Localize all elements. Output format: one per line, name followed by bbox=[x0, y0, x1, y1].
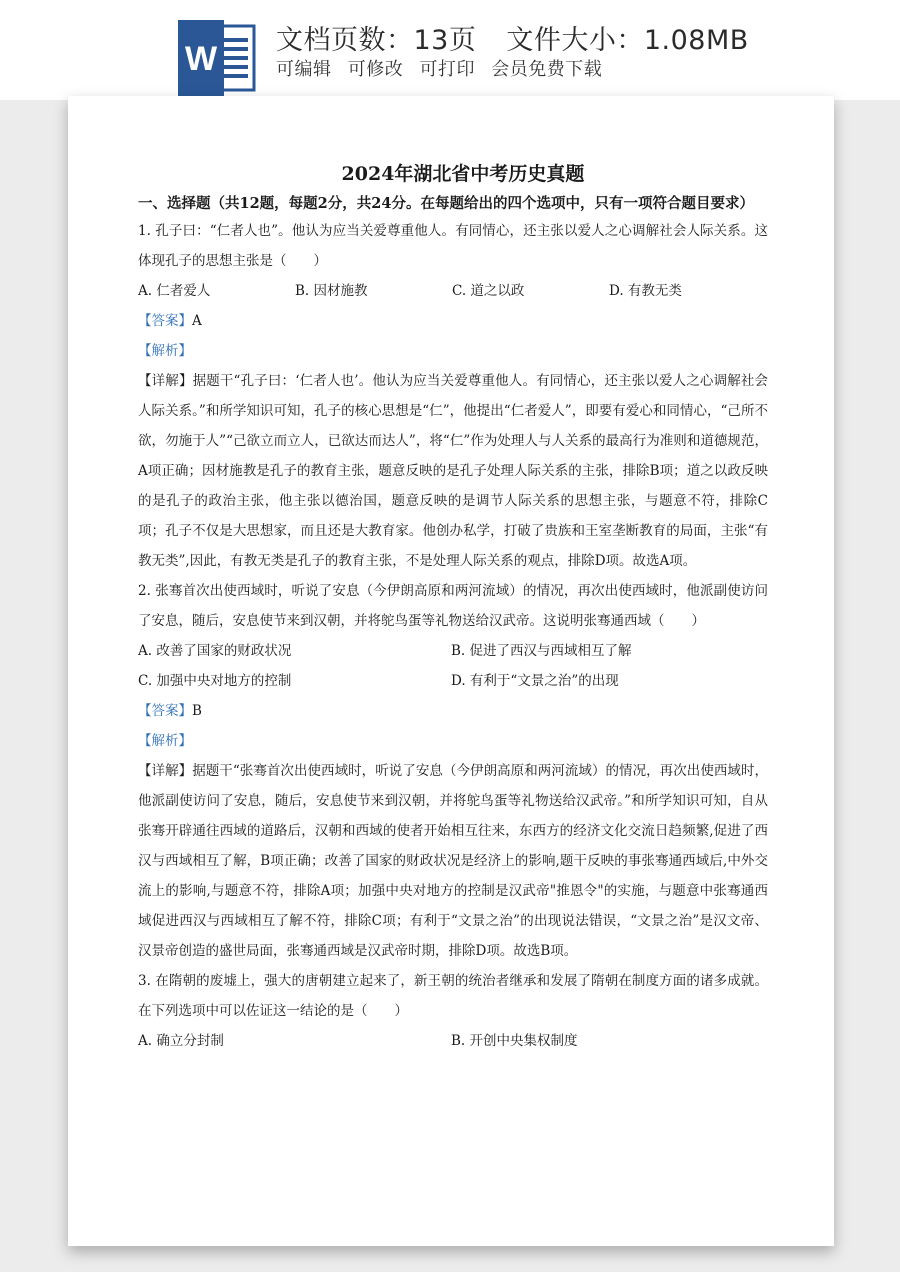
document-title: 2024年湖北省中考历史真题 bbox=[341, 163, 585, 185]
document-content bbox=[138, 156, 768, 1056]
feature-list bbox=[276, 55, 612, 81]
question-3-stem: 3. 在隋朝的废墟上，强大的唐朝建立起来了，新王朝的统治者继承和发展了隋朝在制度方面的诸多成就。在下列选项中可以佐证这一结论的是（ ） bbox=[138, 973, 768, 1019]
word-icon-letter: W bbox=[184, 40, 218, 78]
word-document-icon bbox=[178, 20, 258, 96]
feature-member-download: 会员免费下载 bbox=[491, 59, 603, 80]
page-count: 文档页数：13页 bbox=[276, 25, 477, 56]
question-2-options-row-2 bbox=[138, 666, 768, 696]
q1-answer bbox=[138, 306, 768, 336]
file-size: 文件大小：1.08MB bbox=[506, 25, 749, 56]
q2-option-d: D. 有利于“文景之治”的出现 bbox=[451, 673, 619, 689]
document-page bbox=[68, 96, 834, 1246]
feature-printable: 可打印 bbox=[419, 59, 475, 80]
q2-option-a: A. 改善了国家的财政状况 bbox=[138, 643, 292, 659]
q2-answer-value: B bbox=[192, 703, 202, 719]
feature-editable: 可编辑 bbox=[276, 59, 332, 80]
file-info bbox=[276, 18, 749, 57]
q2-option-b: B. 促进了西汉与西域相互了解 bbox=[451, 643, 632, 659]
answer-tag: 【答案】 bbox=[138, 703, 192, 719]
download-banner bbox=[0, 0, 900, 100]
q1-detail bbox=[138, 366, 768, 576]
q1-option-a: A. 仁者爱人 bbox=[138, 283, 211, 299]
q1-analysis bbox=[138, 336, 768, 366]
analysis-tag: 【解析】 bbox=[138, 343, 192, 359]
question-2-options-row-1 bbox=[138, 636, 768, 666]
question-1-options bbox=[138, 276, 768, 306]
q2-detail-text: 据题干“张骞首次出使西域时，听说了安息（今伊朗高原和两河流域）的情况，再次出使西域时，他派副使访问了安息，随后，安息使节来到汉朝，并将鸵鸟蛋等礼物送给汉武帝。”和所学知识可知，自从张骞开辟通往西域的道路后，汉朝和西域的使者开始相互往来，东西方的经济文化交流日趋频繁,促进了西汉与西域相互了解，B项正确；改善了国家的财政状况是经济上的影响,题干反映的事张骞通西域后,中外交流上的影响,与题意不符，排除A项；加强中央对地方的控制是汉武帝"推恩令"的实施，与题意中张骞通西域促进西汉与西域相互了解不符，排除C项；有利于“文景之治”的出现说法错误，“文景之治”是汉文帝、汉景帝创造的盛世局面，张骞通西域是汉武帝时期，排除D项。故选B项。 bbox=[138, 763, 768, 959]
q1-detail-text: 据题干“孔子曰：‘仁者人也’。他认为应当关爱尊重他人。有同情心，还主张以爱人之心调解社会人际关系。”和所学知识可知，孔子的核心思想是“仁”，他提出“仁者爱人”，即要有爱心和同情心，“己所不欲，勿施于人”“己欲立而立人，已欲达而达人”，将“仁”作为处理人与人关系的最高行为准则和道德规范，A项正确；因材施教是孔子的教育主张，题意反映的是孔子处理人际关系的主张，排除B项；道之以政反映的是孔子的政治主张，他主张以德治国，题意反映的是调节人际关系的思想主张，与题意不符，排除C项；孔子不仅是大思想家，而且还是大教育家。他创办私学，打破了贵族和王室垄断教育的局面，主张“有教无类”,因此，有教无类是孔子的教育主张，不是处理人际关系的观点，排除D项。故选A项。 bbox=[138, 373, 769, 569]
q2-analysis bbox=[138, 726, 768, 756]
question-3-options-row-1 bbox=[138, 1026, 768, 1056]
detail-tag: 【详解】 bbox=[138, 373, 193, 389]
answer-tag: 【答案】 bbox=[138, 313, 192, 329]
q3-option-b: B. 开创中央集权制度 bbox=[451, 1033, 578, 1049]
q1-option-b: B. 因材施教 bbox=[295, 283, 368, 299]
analysis-tag: 【解析】 bbox=[138, 733, 192, 749]
q1-option-c: C. 道之以政 bbox=[452, 283, 525, 299]
question-2-stem: 2. 张骞首次出使西域时，听说了安息（今伊朗高原和两河流域）的情况，再次出使西域时，他派副使访问了安息，随后，安息使节来到汉朝，并将鸵鸟蛋等礼物送给汉武帝。这说明张骞通西域（ ） bbox=[138, 583, 768, 629]
q1-answer-value: A bbox=[192, 313, 202, 329]
q3-option-a: A. 确立分封制 bbox=[138, 1033, 224, 1049]
question-1-stem: 1. 孔子曰：“仁者人也”。他认为应当关爱尊重他人。有同情心，还主张以爱人之心调解社会人际关系。这体现孔子的思想主张是（ ） bbox=[138, 223, 768, 269]
q2-answer bbox=[138, 696, 768, 726]
section-heading: 一、选择题（共12题，每题2分，共24分。在每题给出的四个选项中，只有一项符合题目要求） bbox=[138, 195, 754, 212]
detail-tag: 【详解】 bbox=[138, 763, 193, 779]
q2-detail bbox=[138, 756, 768, 966]
q2-option-c: C. 加强中央对地方的控制 bbox=[138, 673, 292, 689]
feature-modifiable: 可修改 bbox=[347, 59, 404, 80]
q1-option-d: D. 有教无类 bbox=[609, 283, 682, 299]
